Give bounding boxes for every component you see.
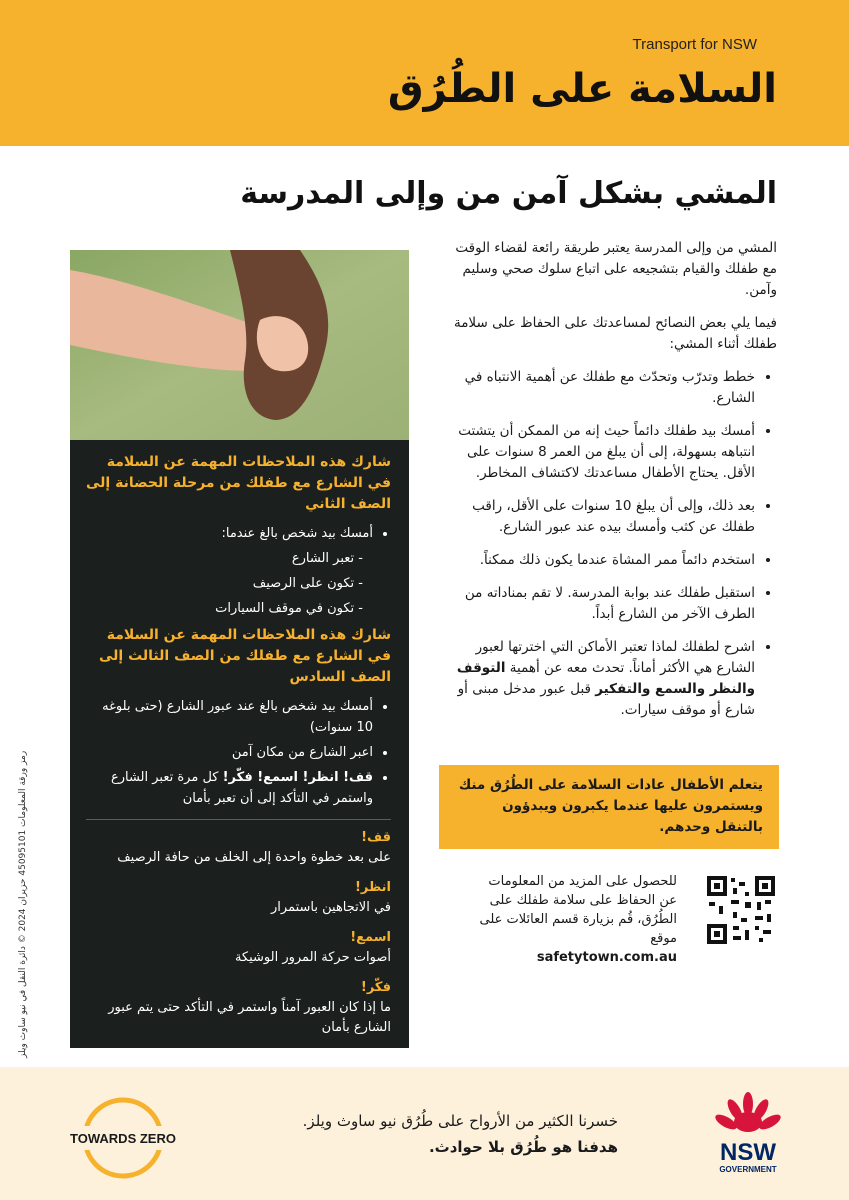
- list-item: - تعبر الشارع: [86, 548, 363, 569]
- step-label: قف!: [361, 830, 391, 845]
- list-item: [86, 767, 373, 809]
- hands-photo: [70, 250, 409, 440]
- panel-heading-k2: شارك هذه الملاحظات المهمة عن السلامة في الشارع مع طفلك من مرحلة الحضانة إلى الصف الثاني: [86, 454, 391, 512]
- nsw-government-logo: [708, 1090, 788, 1180]
- page-title: السلامة على الطُرُق: [387, 66, 777, 112]
- step-label: فكّر!: [360, 980, 391, 995]
- step-text: ما إذا كان العبور آمناً واستمر في التأكد حتى يتم عبور الشارع بأمان: [108, 1000, 391, 1035]
- list-item: • اعبر الشارع من مكان آمن: [86, 742, 373, 763]
- list-item: • أمسك بيد شخص بالغ عند عبور الشارع (حتى بلوغه 10 سنوات): [86, 696, 373, 738]
- step-text: في الاتجاهين باستمرار: [271, 900, 391, 915]
- footer-line-1: خسرنا الكثير من الأرواح على طُرُق نيو ساوث ويلز.: [302, 1112, 618, 1130]
- parent-tips: [449, 238, 777, 733]
- towards-zero-logo: [58, 1093, 188, 1183]
- bold-phrase: التوقف والنظر والسمع والتفكير: [456, 660, 755, 697]
- document-code: رمز ورقة المعلومات 45095101 حزيران 2024 © دائرة النقل في نيو ساوث ويلز: [18, 750, 28, 1058]
- footer-line-2: [303, 1134, 618, 1160]
- more-info-text: للحصول على المزيد من المعلومات عن الحفاظ على سلامة طفلك على الطُرُق، قُم بزيارة قسم العائلات على موقع: [479, 874, 677, 946]
- list-item: • استقبل طفلك عند بوابة المدرسة. لا تقم بمناداته من الطرف الآخر من الشارع أبداً.: [449, 583, 755, 625]
- list-item: • أمسك بيد شخص بالغ عندما:: [86, 523, 373, 544]
- list-item: • بعد ذلك، وإلى أن يبلغ 10 سنوات على الأقل، راقب طفلك عن كثب وأمسك بيده عند عبور الشارع.: [449, 496, 755, 538]
- page-subtitle: المشي بشكل آمن من وإلى المدرسة: [240, 176, 777, 211]
- k2-sub-list: [86, 548, 391, 619]
- tips-list: [449, 367, 777, 721]
- list-item-text: اشرح لطفلك لماذا تعتبر الأماكن التي اخترتها لعبور الشارع هي الأكثر أماناً. تحدث معه عن أهمية: [475, 639, 755, 676]
- step-text: أصوات حركة المرور الوشيكة: [234, 950, 391, 965]
- government-wordmark: GOVERNMENT: [719, 1165, 777, 1174]
- intro-paragraph: المشي من وإلى المدرسة يعتبر طريقة رائعة لقضاء الوقت مع طفلك والقيام بتشجيعه على اتباع سلوك صحي وسليم وآمن.: [455, 240, 777, 298]
- kids-tips-panel: [70, 440, 409, 1048]
- panel-heading-36: شارك هذه الملاحظات المهمة عن السلامة في الشارع مع طفلك من الصف الثالث إلى الصف السادس: [99, 627, 391, 685]
- list-item: - تكون في موقف السيارات: [86, 598, 363, 619]
- footer-line-2-text: هدفنا هو طُرُق بلا حوادث.: [428, 1138, 618, 1156]
- callout-box: يتعلم الأطفال عادات السلامة على الطُرُق منك ويستمرون عليها عندما يكبرون ويبدؤون بالتنقل وحدهم.: [439, 765, 779, 849]
- footer-message: [303, 1108, 618, 1160]
- list-item: [449, 637, 755, 721]
- qr-code-icon[interactable]: [705, 874, 777, 946]
- website-link[interactable]: safetytown.com.au: [536, 950, 677, 965]
- list-item-text: كل مرة تعبر الشارع واستمر في التأكد إلى أن تعبر بأمان: [110, 770, 373, 806]
- waratah-icon: [713, 1092, 783, 1132]
- list-item: • خطط وتدرّب وتحدّث مع طفلك عن أهمية الانتباه في الشارع.: [449, 367, 755, 409]
- k2-list: [86, 523, 391, 544]
- list-item-text: قبل عبور مدخل مبنى أو شارع أو موقف سيارات.: [457, 681, 755, 718]
- nsw-wordmark: NSW: [720, 1139, 776, 1166]
- 36-list: [86, 696, 391, 809]
- list-item: • استخدم دائماً ممر المشاة عندما يكون ذلك ممكناً.: [449, 550, 755, 571]
- step-label: انظر!: [354, 880, 391, 895]
- more-info: [467, 872, 677, 967]
- divider: [86, 819, 391, 820]
- intro-paragraph: فيما يلي بعض النصائح لمساعدتك على الحفاظ على سلامة طفلك أثناء المشي:: [453, 315, 777, 352]
- list-item: - تكون على الرصيف: [86, 573, 363, 594]
- agency-name: Transport for NSW: [632, 36, 757, 53]
- stop-look-listen-think: قف! انظر! اسمع! فكّر!: [222, 770, 373, 785]
- step-label: اسمع!: [350, 930, 391, 945]
- list-item: • أمسك بيد طفلك دائماً حيث إنه من الممكن أن يتشتت انتباهه بسهولة، إلى أن يبلغ من العمر 8 سنوات على الأقل. يحتاج الأطفال مساعدتك لاكتشاف المخاطر.: [449, 421, 755, 484]
- towards-zero-text: TOWARDS ZERO: [70, 1131, 176, 1146]
- step-text: على بعد خطوة واحدة إلى الخلف من حافة الرصيف: [117, 850, 391, 865]
